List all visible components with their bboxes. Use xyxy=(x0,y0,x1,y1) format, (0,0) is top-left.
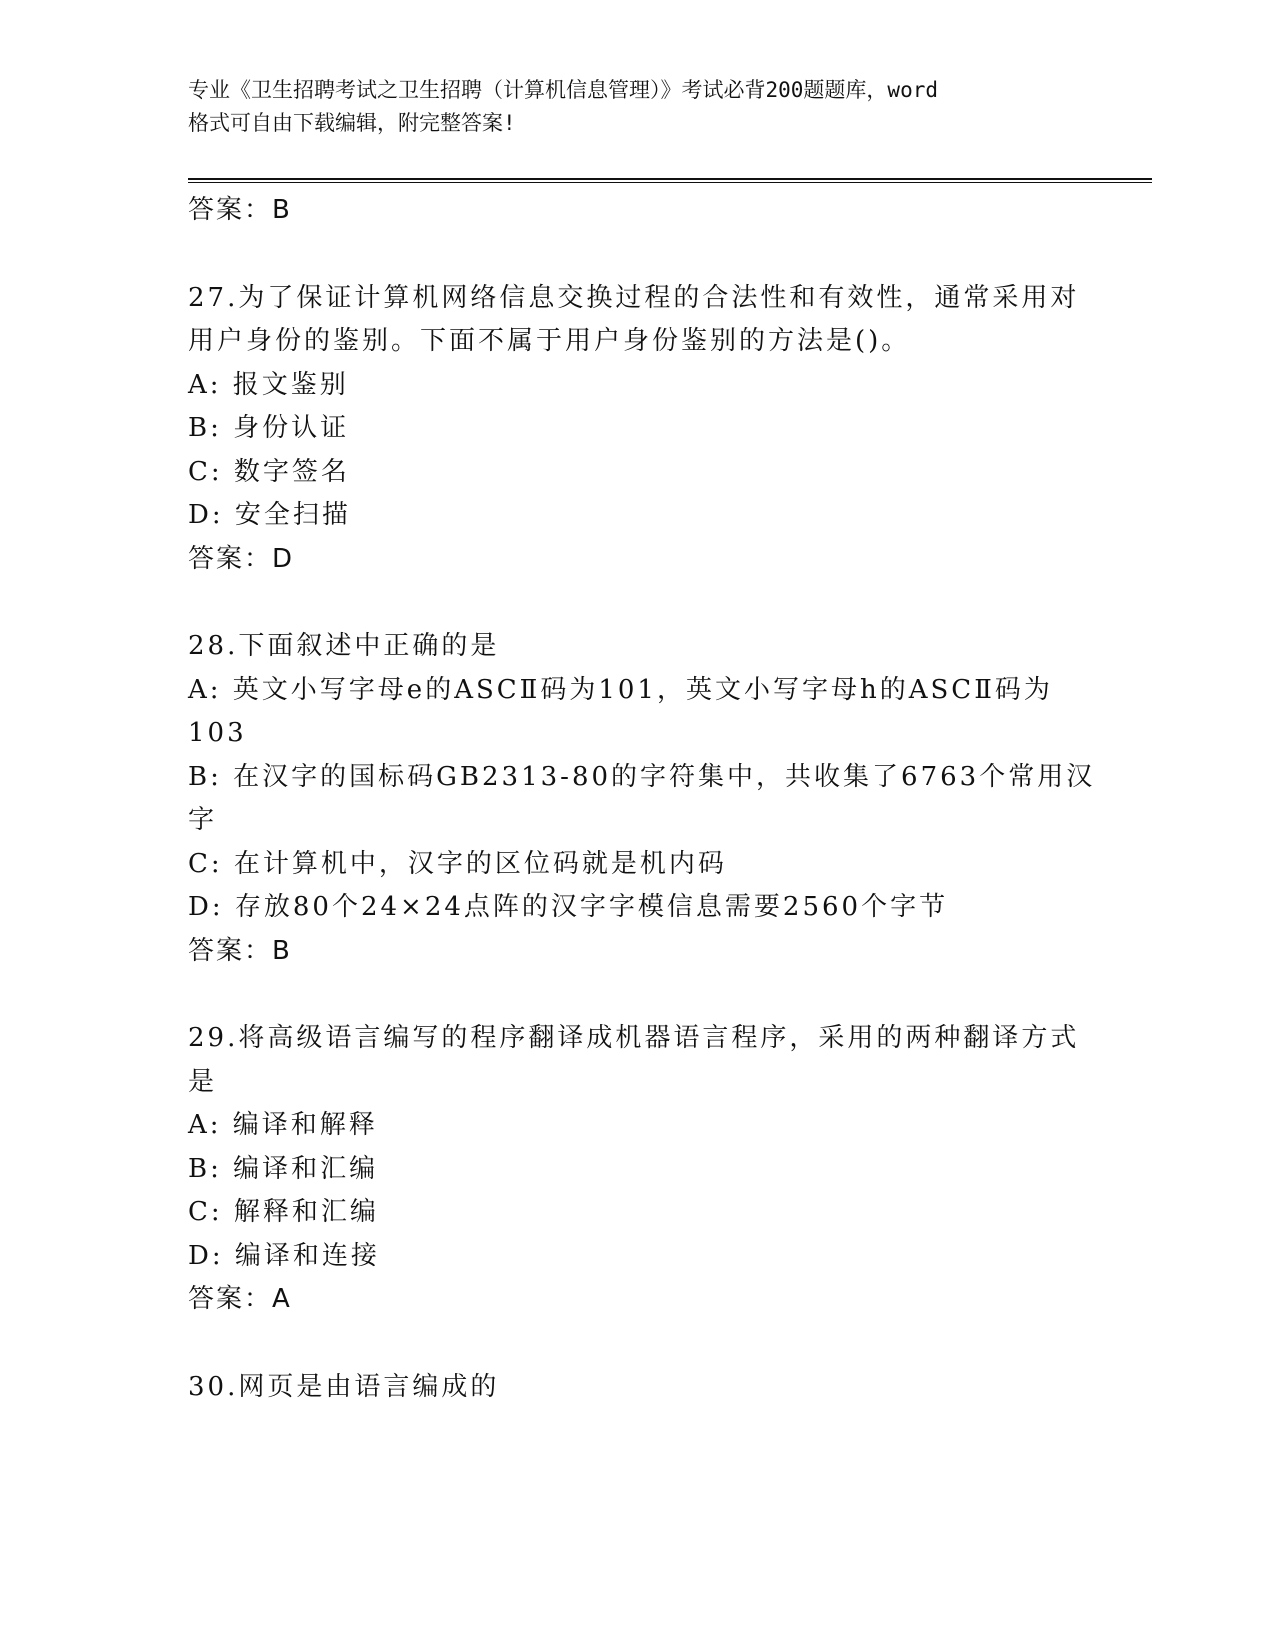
question-29-stem-line1: 29.将高级语言编写的程序翻译成机器语言程序，采用的两种翻译方式 xyxy=(188,1023,1080,1053)
header-divider-thin xyxy=(188,182,1152,183)
question-27-stem-line1: 27.为了保证计算机网络信息交换过程的合法性和有效性，通常采用对 xyxy=(188,283,1080,313)
question-27-answer: 答案：D xyxy=(188,544,295,574)
question-28-option-c: C: 在计算机中，汉字的区位码就是机内码 xyxy=(188,849,727,879)
question-27-option-c: C: 数字签名 xyxy=(188,457,350,487)
question-28-stem: 28.下面叙述中正确的是 xyxy=(188,631,500,661)
question-28-option-d: D: 存放80个24×24点阵的汉字字模信息需要2560个字节 xyxy=(188,892,949,922)
question-29-option-b: B: 编译和汇编 xyxy=(188,1154,379,1184)
answer-q26: 答案：B xyxy=(188,195,292,225)
question-27-option-b: B: 身份认证 xyxy=(188,413,350,443)
question-27-option-a: A: 报文鉴别 xyxy=(188,370,349,400)
question-30-stem: 30.网页是由语言编成的 xyxy=(188,1372,500,1402)
question-29-stem-line2: 是 xyxy=(188,1067,218,1097)
question-29-option-d: D: 编译和连接 xyxy=(188,1241,380,1271)
header-title-line2: 格式可自由下载编辑，附完整答案! xyxy=(188,111,516,135)
question-28-option-a-line1: A: 英文小写字母e的ASCⅡ码为101，英文小写字母h的ASCⅡ码为 xyxy=(188,675,1053,705)
question-27-stem-line2: 用户身份的鉴别。下面不属于用户身份鉴别的方法是()。 xyxy=(188,326,911,356)
question-27-option-d: D: 安全扫描 xyxy=(188,500,351,530)
question-29-option-a: A: 编译和解释 xyxy=(188,1110,378,1140)
page-header xyxy=(188,74,1088,140)
question-29-option-c: C: 解释和汇编 xyxy=(188,1197,379,1227)
header-divider-thick xyxy=(188,178,1152,180)
question-29-answer: 答案：A xyxy=(188,1284,292,1314)
question-28-answer: 答案：B xyxy=(188,936,292,966)
question-28-option-b-line1: B: 在汉字的国标码GB2313-80的字符集中，共收集了6763个常用汉 xyxy=(188,762,1096,792)
question-28-option-b-line2: 字 xyxy=(188,805,218,835)
question-28-option-a-line2: 103 xyxy=(188,718,247,748)
header-title-line1: 专业《卫生招聘考试之卫生招聘（计算机信息管理）》考试必背200题题库，word xyxy=(188,78,938,102)
